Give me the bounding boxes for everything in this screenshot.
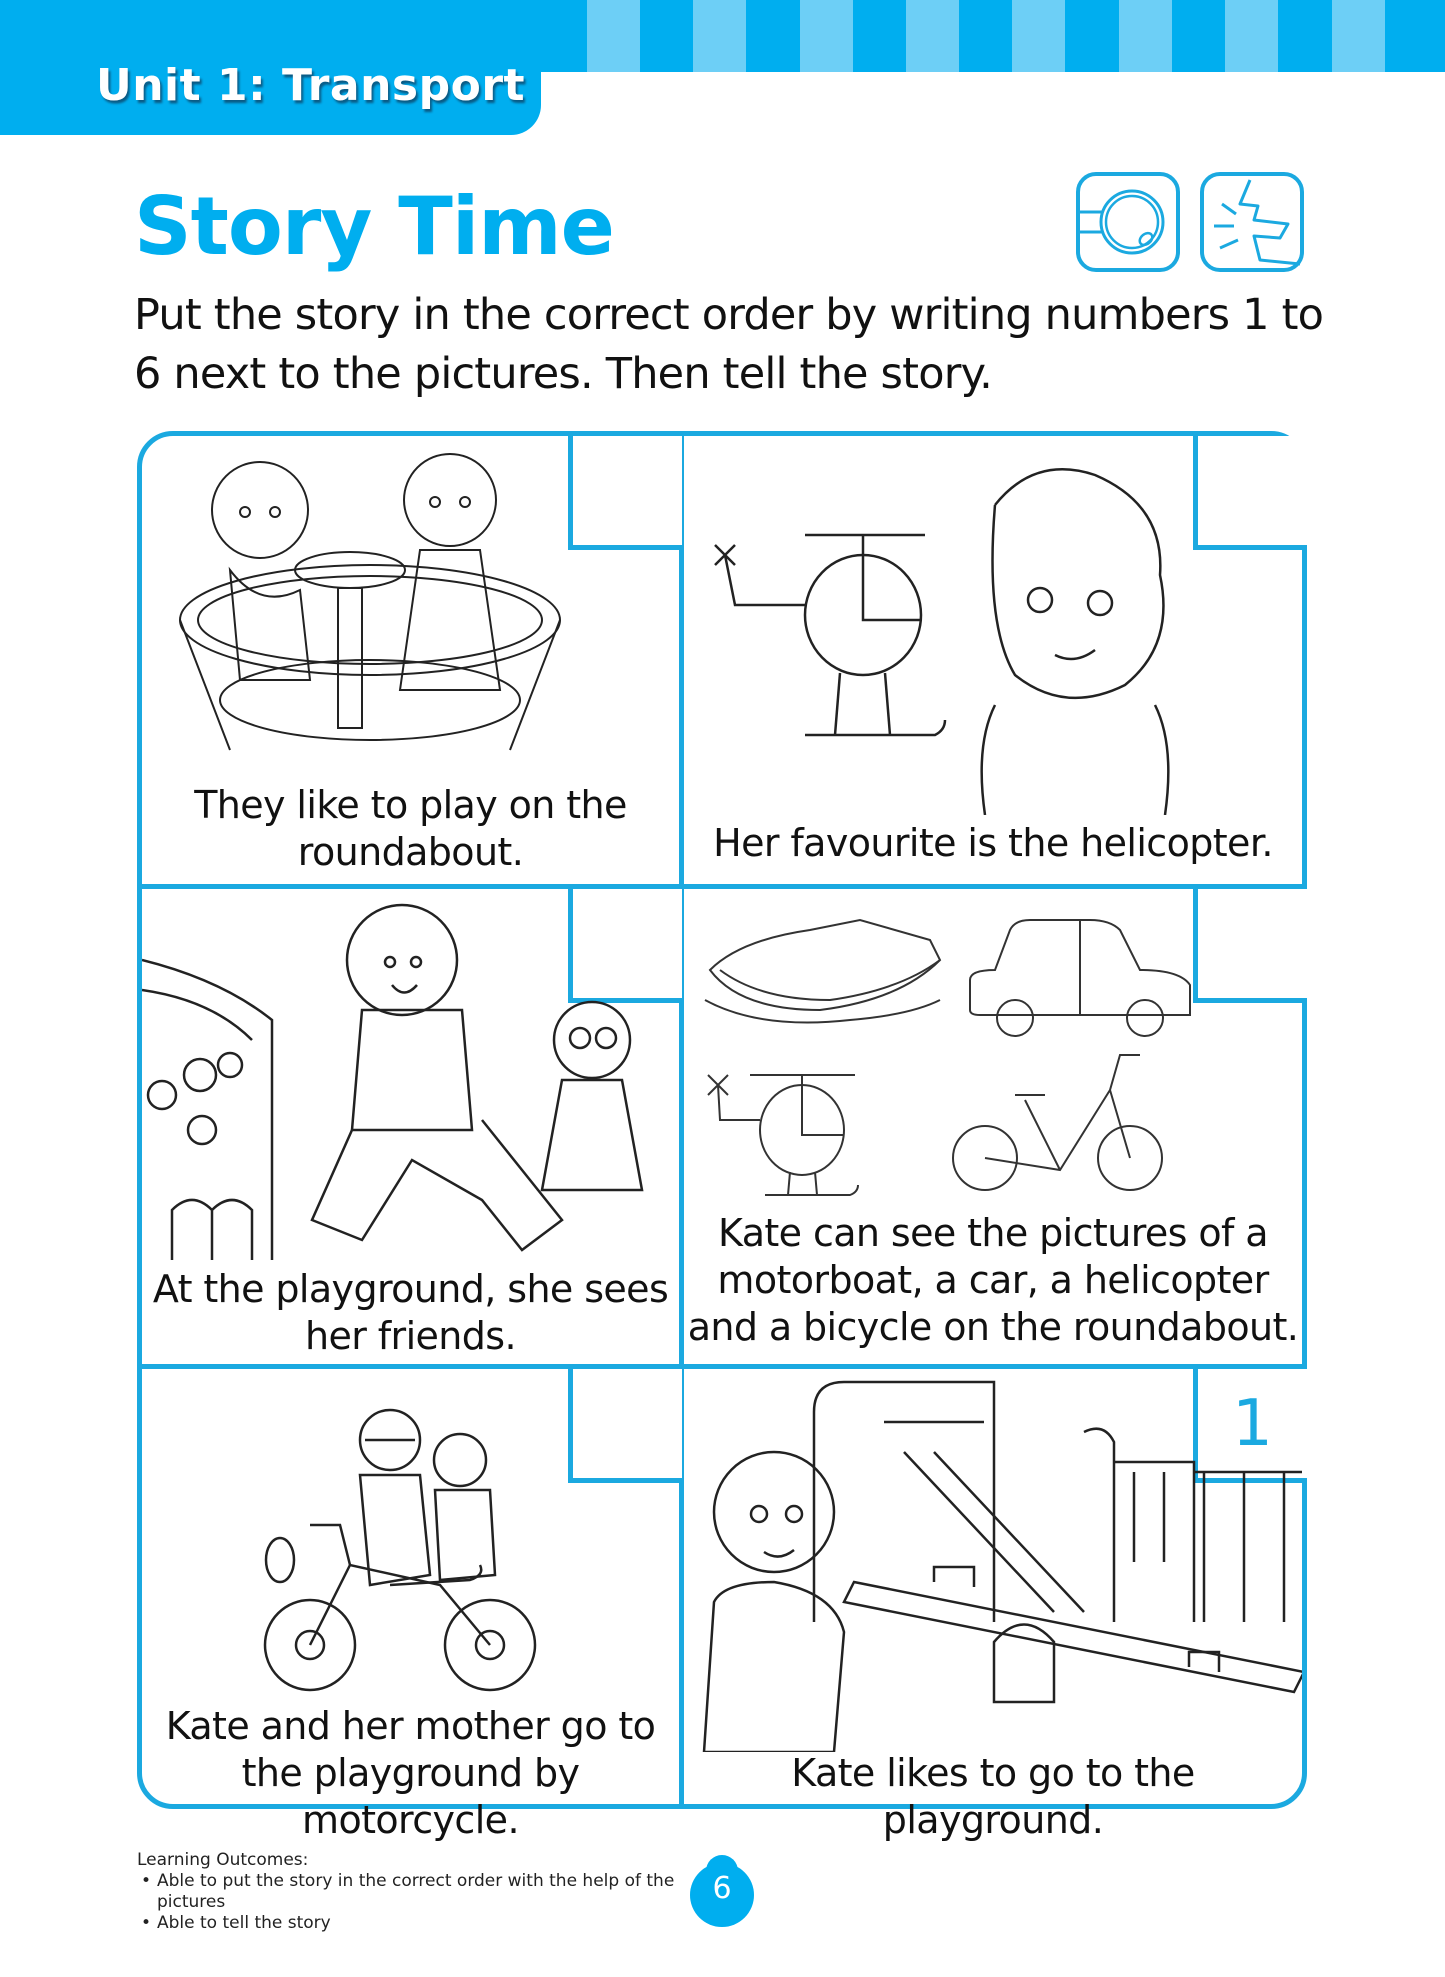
activity-icons [1076,172,1304,272]
panel-caption: Her favourite is the helicopter. [713,821,1273,865]
stripe [800,0,853,72]
panel-caption: They like to play on the roundabout. [194,783,627,874]
vehicles-illustration [700,900,1200,1220]
instruction-text: Put the story in the correct order by writing numbers 1 to 6 next to the pictures. Then tell the story. [134,290,1324,399]
stripe [1332,0,1385,72]
order-number-box[interactable]: 1 [1193,1369,1307,1483]
girl-helicopter-illustration [705,445,1175,815]
roundabout-illustration [160,440,580,770]
stripe [587,0,640,72]
order-number-box[interactable] [1193,889,1307,1003]
playground-seesaw-illustration [684,1372,1302,1752]
order-number-box[interactable] [568,436,682,550]
page-title: Story Time [134,180,614,273]
page-number: 6 [712,1871,732,1906]
order-number-box[interactable] [1193,436,1307,550]
unit-tab [0,0,541,135]
grid-divider-horizontal [137,884,1307,889]
panel-caption: Kate and her mother go to the playground by motorcycle. [165,1704,656,1842]
motorcycle-illustration [240,1385,560,1705]
order-number-box[interactable] [568,1369,682,1483]
stripe [1225,0,1278,72]
learning-outcomes [137,1850,677,1934]
panel-caption: At the playground, she sees her friends. [152,1267,669,1358]
learning-outcome-item: • Able to put the story in the correct order with the help of the pictures [157,1871,677,1913]
panel-caption: Kate can see the pictures of a motorboat, a car, a helicopter and a bicycle on the roundabout. [687,1211,1299,1349]
stripe [693,0,746,72]
learning-outcome-item: • Able to tell the story [157,1913,677,1934]
unit-title: Unit 1: Transport [96,60,526,111]
speak-icon [1200,172,1304,272]
stripe [1012,0,1065,72]
panel-caption: Kate likes to go to the playground. [791,1751,1195,1842]
learning-outcomes-heading: Learning Outcomes: [137,1850,309,1870]
stripe [906,0,959,72]
grid-divider-horizontal [137,1364,1307,1369]
playground-slide-illustration [142,890,679,1270]
listen-icon [1076,172,1180,272]
stripe [1119,0,1172,72]
page-number-badge [690,1855,756,1927]
